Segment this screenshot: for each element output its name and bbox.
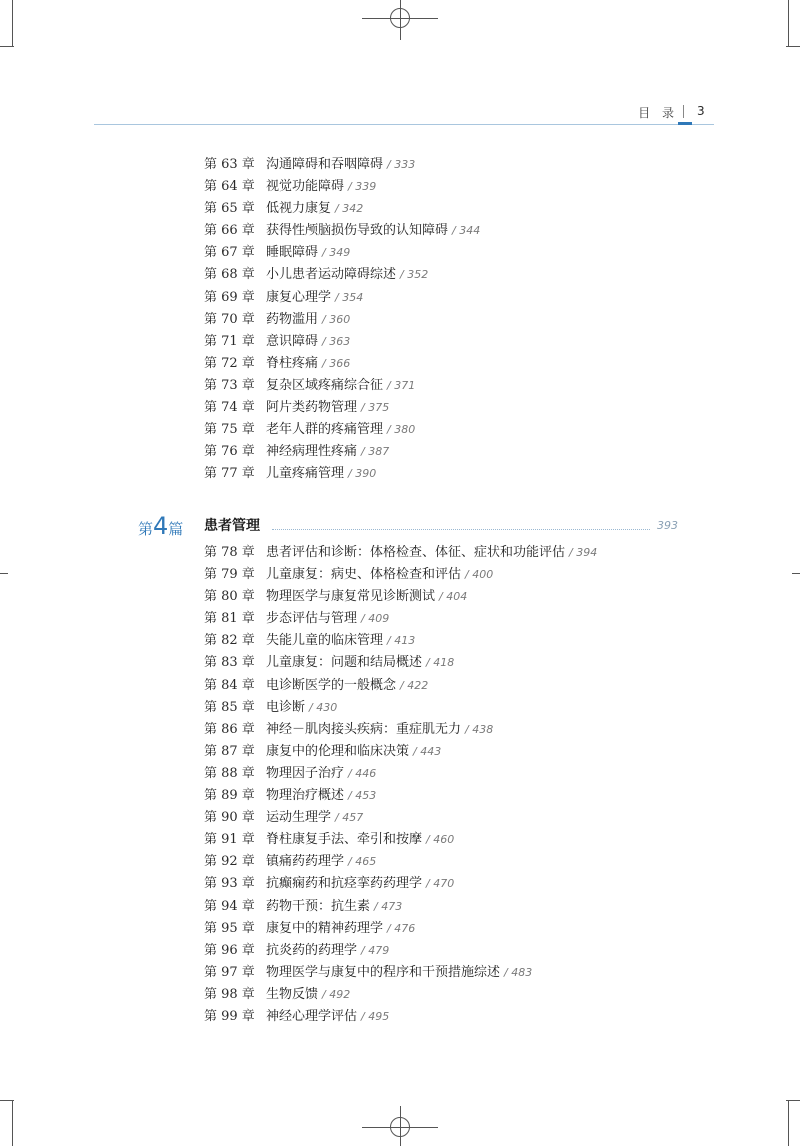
chapter-label: 第 63 章 bbox=[204, 157, 255, 172]
chapter-label: 第 66 章 bbox=[204, 223, 255, 239]
registration-mark-bottom bbox=[390, 1117, 410, 1137]
toc-entry[interactable] bbox=[204, 564, 724, 586]
chapter-title: 视觉功能障碍 bbox=[266, 179, 345, 195]
chapter-page: / 492 bbox=[322, 987, 351, 1001]
toc-entry[interactable] bbox=[204, 962, 724, 984]
side-mark-right bbox=[792, 573, 800, 574]
header-rule bbox=[94, 124, 714, 125]
toc-entry[interactable] bbox=[204, 697, 724, 719]
chapter-label: 第 67 章 bbox=[204, 245, 255, 261]
chapter-title: 低视力康复 bbox=[266, 201, 332, 217]
chapter-title: 睡眠障碍 bbox=[266, 245, 319, 261]
chapter-page: / 479 bbox=[361, 943, 390, 957]
toc-entry[interactable] bbox=[204, 353, 724, 375]
crop-mark-bottom-left-v bbox=[12, 1100, 13, 1146]
toc-entry[interactable] bbox=[204, 287, 724, 309]
chapter-label: 第 77 章 bbox=[204, 466, 255, 482]
chapter-page: / 438 bbox=[465, 722, 494, 736]
toc-entry[interactable] bbox=[204, 652, 724, 674]
chapter-page: / 443 bbox=[413, 744, 442, 758]
chapter-title: 抗炎药的药理学 bbox=[266, 942, 358, 958]
part-page: 393 bbox=[657, 519, 678, 532]
toc-entry[interactable] bbox=[204, 309, 724, 331]
chapter-page: / 465 bbox=[348, 855, 377, 869]
toc-entry[interactable] bbox=[204, 918, 724, 940]
chapter-title: 镇痛药药理学 bbox=[266, 854, 345, 870]
toc-entry[interactable] bbox=[204, 264, 724, 286]
chapter-page: / 422 bbox=[400, 678, 429, 692]
chapter-label: 第 70 章 bbox=[204, 311, 255, 327]
chapter-label: 第 64 章 bbox=[204, 179, 255, 195]
toc-entry[interactable] bbox=[204, 630, 724, 652]
chapter-label: 第 73 章 bbox=[204, 377, 255, 393]
chapter-page: / 354 bbox=[335, 290, 364, 304]
chapter-title: 神经－肌肉接头疾病：重症肌无力 bbox=[266, 721, 462, 737]
crop-mark-bottom-right-v bbox=[788, 1100, 789, 1146]
chapter-page: / 349 bbox=[322, 246, 351, 260]
chapter-label: 第 75 章 bbox=[204, 422, 255, 438]
chapter-title: 儿童康复：病史、体格检查和评估 bbox=[266, 567, 462, 583]
toc-entry[interactable] bbox=[204, 375, 724, 397]
chapter-page: / 344 bbox=[452, 224, 481, 238]
chapter-title: 意识障碍 bbox=[266, 333, 319, 349]
chapter-title: 步态评估与管理 bbox=[266, 611, 358, 627]
toc-entry[interactable] bbox=[204, 1006, 724, 1028]
chapter-page: / 470 bbox=[426, 877, 455, 891]
chapter-page: / 453 bbox=[348, 789, 377, 803]
part-leader-dots bbox=[272, 529, 650, 530]
chapter-title: 沟通障碍和吞咽障碍 bbox=[266, 157, 384, 172]
chapter-title: 抗癫痫药和抗痉挛药药理学 bbox=[266, 876, 423, 892]
crop-mark-top-right-h bbox=[786, 46, 800, 47]
chapter-page: / 352 bbox=[400, 268, 429, 282]
chapter-label: 第 82 章 bbox=[204, 633, 255, 649]
chapter-label: 第 72 章 bbox=[204, 355, 255, 371]
chapter-title: 运动生理学 bbox=[266, 810, 332, 826]
part-prefix: 第 bbox=[138, 520, 154, 538]
chapter-page: / 390 bbox=[348, 467, 377, 481]
toc-entry[interactable] bbox=[204, 984, 724, 1006]
chapter-label: 第 90 章 bbox=[204, 810, 255, 826]
side-mark-left bbox=[0, 573, 8, 574]
chapter-page: / 413 bbox=[387, 634, 416, 648]
chapter-page: / 394 bbox=[569, 546, 598, 559]
chapter-title: 物理医学与康复中的程序和干预措施综述 bbox=[266, 964, 501, 980]
chapter-title: 神经心理学评估 bbox=[266, 1008, 358, 1024]
chapter-title: 生物反馈 bbox=[266, 986, 319, 1002]
crop-mark-top-left-h bbox=[0, 46, 14, 47]
toc-entry[interactable] bbox=[204, 542, 724, 564]
toc-entry[interactable] bbox=[204, 896, 724, 918]
chapter-title: 物理医学与康复常见诊断测试 bbox=[266, 589, 436, 605]
chapter-page: / 457 bbox=[335, 811, 364, 825]
chapter-title: 老年人群的疼痛管理 bbox=[266, 422, 384, 438]
page-number: 3 bbox=[697, 104, 705, 118]
chapter-label: 第 65 章 bbox=[204, 201, 255, 217]
toc-entry[interactable] bbox=[204, 675, 724, 697]
chapter-label: 第 81 章 bbox=[204, 611, 255, 627]
chapter-title: 康复中的伦理和临床决策 bbox=[266, 743, 410, 759]
chapter-title: 小儿患者运动障碍综述 bbox=[266, 267, 397, 283]
chapter-label: 第 68 章 bbox=[204, 267, 255, 283]
part-heading[interactable] bbox=[138, 512, 678, 540]
chapter-page: / 483 bbox=[504, 965, 533, 979]
chapter-title: 康复心理学 bbox=[266, 289, 332, 305]
chapter-page: / 495 bbox=[361, 1009, 390, 1023]
chapter-label: 第 76 章 bbox=[204, 444, 255, 460]
chapter-title: 儿童康复：问题和结局概述 bbox=[266, 655, 423, 671]
toc-entry[interactable] bbox=[204, 176, 724, 198]
chapter-title: 药物滥用 bbox=[266, 311, 319, 327]
toc-entry[interactable] bbox=[204, 419, 724, 441]
toc-entry[interactable] bbox=[204, 608, 724, 630]
chapter-page: / 460 bbox=[426, 833, 455, 847]
chapter-page: / 360 bbox=[322, 312, 351, 326]
chapter-page: / 371 bbox=[387, 378, 416, 392]
part-suffix: 篇 bbox=[168, 520, 184, 538]
toc-entry[interactable] bbox=[204, 785, 724, 807]
toc-entry[interactable] bbox=[204, 763, 724, 785]
chapter-label: 第 80 章 bbox=[204, 589, 255, 605]
chapter-page: / 418 bbox=[426, 656, 455, 670]
chapter-title: 康复中的精神药理学 bbox=[266, 920, 384, 936]
crop-mark-bottom-right-h bbox=[786, 1100, 800, 1101]
running-header-title: 目 录 bbox=[638, 106, 678, 120]
chapter-label: 第 93 章 bbox=[204, 876, 255, 892]
crop-mark-top-right-v bbox=[788, 0, 789, 46]
chapter-label: 第 85 章 bbox=[204, 699, 255, 715]
chapter-page: / 366 bbox=[322, 356, 351, 370]
chapter-page: / 363 bbox=[322, 334, 351, 348]
chapter-label: 第 79 章 bbox=[204, 567, 255, 583]
toc-list-part4 bbox=[204, 542, 724, 1028]
chapter-title: 复杂区域疼痛综合征 bbox=[266, 377, 384, 393]
chapter-page: / 404 bbox=[439, 590, 468, 604]
chapter-title: 物理治疗概述 bbox=[266, 788, 345, 804]
toc-entry[interactable] bbox=[204, 198, 724, 220]
chapter-page: / 446 bbox=[348, 766, 377, 780]
chapter-label: 第 89 章 bbox=[204, 788, 255, 804]
toc-entry[interactable] bbox=[204, 441, 724, 463]
toc-entry[interactable] bbox=[204, 242, 724, 264]
toc-entry[interactable] bbox=[204, 873, 724, 895]
chapter-page: / 375 bbox=[361, 401, 390, 415]
chapter-page: / 387 bbox=[361, 445, 390, 459]
part-title: 患者管理 bbox=[204, 518, 260, 534]
chapter-label: 第 69 章 bbox=[204, 289, 255, 305]
running-header-separator bbox=[683, 105, 684, 118]
chapter-label: 第 92 章 bbox=[204, 854, 255, 870]
chapter-page: / 400 bbox=[465, 568, 494, 582]
chapter-page: / 430 bbox=[309, 700, 338, 714]
toc-entry[interactable] bbox=[204, 220, 724, 242]
chapter-label: 第 91 章 bbox=[204, 832, 255, 848]
chapter-title: 脊柱疼痛 bbox=[266, 355, 319, 371]
chapter-label: 第 83 章 bbox=[204, 655, 255, 671]
toc-entry[interactable] bbox=[204, 463, 724, 485]
chapter-label: 第 95 章 bbox=[204, 920, 255, 936]
chapter-label: 第 74 章 bbox=[204, 400, 255, 416]
part-number: 4 bbox=[153, 512, 169, 540]
chapter-page: / 339 bbox=[348, 180, 377, 194]
crop-mark-bottom-left-h bbox=[0, 1100, 14, 1101]
chapter-page: / 473 bbox=[374, 899, 403, 913]
chapter-label: 第 86 章 bbox=[204, 721, 255, 737]
chapter-label: 第 96 章 bbox=[204, 942, 255, 958]
chapter-label: 第 87 章 bbox=[204, 743, 255, 759]
chapter-page: / 476 bbox=[387, 921, 416, 935]
chapter-title: 药物干预：抗生素 bbox=[266, 898, 371, 914]
running-header bbox=[0, 104, 800, 120]
chapter-page: / 409 bbox=[361, 612, 390, 626]
chapter-title: 阿片类药物管理 bbox=[266, 400, 358, 416]
chapter-label: 第 99 章 bbox=[204, 1008, 255, 1024]
toc-entry[interactable] bbox=[204, 154, 724, 176]
chapter-label: 第 94 章 bbox=[204, 898, 255, 914]
toc-entry[interactable] bbox=[204, 397, 724, 419]
header-rule-accent bbox=[678, 122, 692, 125]
chapter-title: 儿童疼痛管理 bbox=[266, 466, 345, 482]
chapter-label: 第 88 章 bbox=[204, 765, 255, 781]
chapter-title: 物理因子治疗 bbox=[266, 765, 345, 781]
chapter-label: 第 97 章 bbox=[204, 964, 255, 980]
toc-entry[interactable] bbox=[204, 807, 724, 829]
chapter-page: / 380 bbox=[387, 423, 416, 437]
toc-list-part3-continued bbox=[204, 154, 724, 485]
crop-mark-top-left-v bbox=[12, 0, 13, 46]
toc-entry[interactable] bbox=[204, 829, 724, 851]
toc-entry[interactable] bbox=[204, 741, 724, 763]
chapter-title: 获得性颅脑损伤导致的认知障碍 bbox=[266, 223, 449, 239]
part-label bbox=[138, 512, 183, 543]
chapter-title: 失能儿童的临床管理 bbox=[266, 633, 384, 649]
chapter-title: 脊柱康复手法、牵引和按摩 bbox=[266, 832, 423, 848]
registration-mark-top bbox=[390, 8, 410, 28]
toc-entry[interactable] bbox=[204, 331, 724, 353]
toc-entry[interactable] bbox=[204, 719, 724, 741]
chapter-label: 第 71 章 bbox=[204, 333, 255, 349]
chapter-title: 电诊断医学的一般概念 bbox=[266, 677, 397, 693]
chapter-title: 患者评估和诊断：体格检查、体征、症状和功能评估 bbox=[266, 545, 566, 560]
chapter-title: 神经病理性疼痛 bbox=[266, 444, 358, 460]
chapter-label: 第 84 章 bbox=[204, 677, 255, 693]
toc-entry[interactable] bbox=[204, 851, 724, 873]
toc-entry[interactable] bbox=[204, 940, 724, 962]
chapter-label: 第 78 章 bbox=[204, 545, 255, 560]
chapter-label: 第 98 章 bbox=[204, 986, 255, 1002]
chapter-page: / 333 bbox=[387, 158, 416, 171]
chapter-page: / 342 bbox=[335, 202, 364, 216]
chapter-title: 电诊断 bbox=[266, 699, 306, 715]
toc-entry[interactable] bbox=[204, 586, 724, 608]
